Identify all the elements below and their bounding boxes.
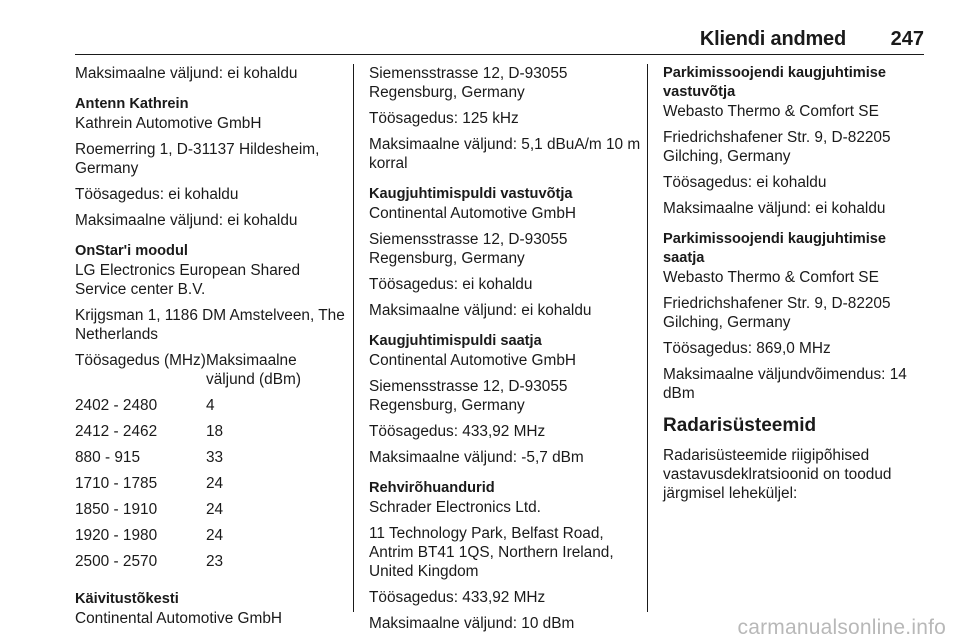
table-cell-output: 18 (206, 423, 224, 440)
kaivitus-company: Continental Automotive GmbH (75, 610, 283, 627)
antenn-frequency: Töösagedus: ei kohaldu (75, 186, 239, 203)
table-cell-frequency: 880 - 915 (75, 449, 141, 466)
receiver-frequency: Töösagedus: ei kohaldu (369, 276, 533, 293)
table-row (75, 396, 347, 422)
page-number: 247 (890, 28, 924, 50)
transmitter-max-output: Maksimaalne väljund: -5,7 dBm (369, 449, 584, 466)
table-row (75, 448, 347, 474)
receiver-address: Siemensstrasse 12, D-93055 Regensburg, Germany (369, 231, 568, 267)
page-header (75, 28, 924, 55)
table-cell-frequency: 1920 - 1980 (75, 527, 158, 544)
table-row (75, 500, 347, 526)
table-row (75, 526, 347, 552)
continued-address: Siemensstrasse 12, D-93055 Regensburg, Germany (369, 65, 568, 101)
tyre-sensor-company: Schrader Electronics Ltd. (369, 499, 541, 516)
receiver-heading: Kaugjuhtimispuldi vastuvõtja (369, 186, 573, 202)
onstar-address: Krijgsman 1, 1186 DM Amstelveen, The Netherlands (75, 307, 345, 343)
heater-receiver-max-output: Maksimaalne väljund: ei kohaldu (663, 200, 886, 217)
table-header-frequency: Töösagedus (MHz) (75, 352, 206, 369)
table-cell-frequency: 2412 - 2462 (75, 423, 158, 440)
onstar-company: LG Electronics European Shared Service center B.V. (75, 262, 301, 298)
table-row (75, 552, 347, 578)
heater-transmitter-frequency: Töösagedus: 869,0 MHz (663, 340, 831, 357)
continued-frequency: Töösagedus: 125 kHz (369, 110, 519, 127)
heater-receiver-company: Webasto Thermo & Comfort SE (663, 103, 879, 120)
table-cell-frequency: 2402 - 2480 (75, 397, 158, 414)
transmitter-frequency: Töösagedus: 433,92 MHz (369, 423, 546, 440)
tyre-sensor-frequency: Töösagedus: 433,92 MHz (369, 589, 546, 606)
column-divider-1 (353, 64, 354, 612)
onstar-frequency-table (75, 351, 347, 578)
heater-transmitter-company: Webasto Thermo & Comfort SE (663, 269, 879, 286)
heater-transmitter-max-output: Maksimaalne väljundvõimendus: 14 dBm (663, 366, 907, 402)
table-cell-frequency: 1850 - 1910 (75, 501, 158, 518)
watermark: carmanualsonline.info (737, 616, 946, 639)
continued-max-output: Maksimaalne väljund: 5,1 dBuA/m 10 m korral (369, 136, 641, 172)
receiver-company: Continental Automotive GmbH (369, 205, 577, 222)
antenn-max-output: Maksimaalne väljund: ei kohaldu (75, 212, 298, 229)
table-cell-output: 24 (206, 475, 224, 492)
table-cell-output: 24 (206, 527, 224, 544)
receiver-max-output: Maksimaalne väljund: ei kohaldu (369, 302, 592, 319)
column-1 (75, 64, 347, 635)
table-header-row (75, 351, 347, 396)
transmitter-heading: Kaugjuhtimispuldi saatja (369, 333, 542, 349)
tyre-sensor-heading: Rehvirõhuandurid (369, 480, 495, 496)
table-row (75, 474, 347, 500)
table-cell-output: 24 (206, 501, 224, 518)
table-header-max-output: Maksimaalne väljund (dBm) (206, 352, 301, 388)
table-cell-output: 4 (206, 397, 215, 414)
heater-receiver-address: Friedrichshafener Str. 9, D-82205 Gilching, Germany (663, 129, 891, 165)
tyre-sensor-max-output: Maksimaalne väljund: 10 dBm (369, 615, 575, 632)
antenn-address: Roemerring 1, D-31137 Hildesheim, Germany (75, 141, 320, 177)
radar-section-title: Radarisüsteemid (663, 415, 817, 436)
antenn-company: Kathrein Automotive GmbH (75, 115, 262, 132)
transmitter-address: Siemensstrasse 12, D-93055 Regensburg, Germany (369, 378, 568, 414)
tyre-sensor-address: 11 Technology Park, Belfast Road, Antrim BT41 1QS, Northern Ireland, United Kingdom (369, 525, 614, 580)
table-cell-output: 33 (206, 449, 224, 466)
column-2 (369, 64, 641, 640)
intro-max-output: Maksimaalne väljund: ei kohaldu (75, 65, 298, 82)
table-cell-output: 23 (206, 553, 224, 570)
transmitter-company: Continental Automotive GmbH (369, 352, 577, 369)
heater-transmitter-address: Friedrichshafener Str. 9, D-82205 Gilching, Germany (663, 295, 891, 331)
radar-description: Radarisüsteemide riigipõhised vastavusdeklratsioonid on toodud järgmisel leheküljel: (663, 447, 892, 502)
heater-transmitter-heading: Parkimissoojendi kaugjuhtimise saatja (663, 231, 887, 266)
kaivitus-heading: Käivitustõkesti (75, 591, 179, 607)
column-3 (663, 64, 925, 510)
table-cell-frequency: 2500 - 2570 (75, 553, 158, 570)
column-divider-2 (647, 64, 648, 612)
page-title: Kliendi andmed (699, 28, 846, 50)
heater-receiver-heading: Parkimissoojendi kaugjuhtimise vastuvõtja (663, 65, 887, 100)
antenn-heading: Antenn Kathrein (75, 96, 189, 112)
table-cell-frequency: 1710 - 1785 (75, 475, 158, 492)
table-row (75, 422, 347, 448)
heater-receiver-frequency: Töösagedus: ei kohaldu (663, 174, 827, 191)
onstar-heading: OnStar'i moodul (75, 243, 188, 259)
